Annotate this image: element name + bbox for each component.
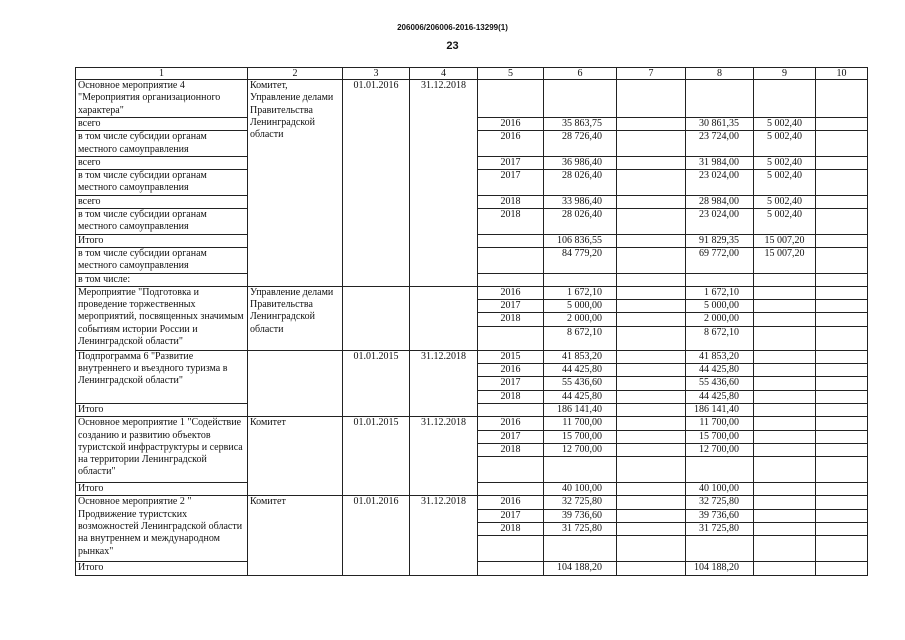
row-label: всего: [76, 156, 248, 169]
value-cell: 8 672,10: [544, 326, 617, 350]
value-cell: 15 007,20: [754, 247, 816, 273]
row-label: в том числе субсидии органам местного самоуправления: [76, 131, 248, 157]
year-cell: 2016: [478, 131, 544, 157]
row-label: Мероприятие "Подготовка и проведение торжественных мероприятий, посвященных значимым событиям истории России и Ленинградской области": [76, 286, 248, 350]
year-cell: 2016: [478, 118, 544, 131]
value-cell: 44 425,80: [544, 364, 617, 377]
row-label: Итого: [76, 234, 248, 247]
responsible-cell: Комитет: [248, 417, 343, 496]
value-cell: 31 725,80: [686, 523, 754, 536]
row-label: всего: [76, 195, 248, 208]
value-cell: 5 002,40: [754, 209, 816, 235]
responsible-cell: Комитет: [248, 496, 343, 575]
col-header: 6: [544, 68, 617, 80]
value-cell: 91 829,35: [686, 234, 754, 247]
end-date: 31.12.2018: [410, 80, 478, 287]
year-cell: 2018: [478, 195, 544, 208]
year-cell: 2017: [478, 430, 544, 443]
value-cell: 55 436,60: [686, 377, 754, 390]
value-cell: 11 700,00: [544, 417, 617, 430]
table-row: [76, 80, 868, 118]
value-cell: 28 026,40: [544, 170, 617, 196]
end-date: 31.12.2018: [410, 350, 478, 416]
year-cell: 2016: [478, 417, 544, 430]
value-cell: 32 725,80: [686, 496, 754, 509]
value-cell: 39 736,60: [686, 509, 754, 522]
value-cell: 31 725,80: [544, 523, 617, 536]
value-cell: 23 724,00: [686, 131, 754, 157]
responsible-cell: Комитет, Управление делами Правительства Ленинградской области: [248, 80, 343, 287]
value-cell: 5 002,40: [754, 118, 816, 131]
value-cell: 31 984,00: [686, 156, 754, 169]
row-label: в том числе субсидии органам местного самоуправления: [76, 209, 248, 235]
value-cell: 15 700,00: [544, 430, 617, 443]
value-cell: 104 188,20: [544, 562, 617, 575]
budget-table-body: [75, 67, 868, 576]
value-cell: 5 002,40: [754, 170, 816, 196]
row-label: в том числе субсидии органам местного самоуправления: [76, 170, 248, 196]
row-label: Итого: [76, 403, 248, 416]
responsible-cell: Управление делами Правительства Ленинградской области: [248, 286, 343, 350]
row-label: Основное мероприятие 2 " Продвижение туристских возможностей Ленинградской области на внутреннем и международном рынках": [76, 496, 248, 562]
year-cell: 2018: [478, 443, 544, 456]
year-cell: 2016: [478, 496, 544, 509]
start-date: 01.01.2015: [343, 417, 410, 496]
row-label: Итого: [76, 483, 248, 496]
col-header: 10: [816, 68, 868, 80]
col-header: 2: [248, 68, 343, 80]
value-cell: 69 772,00: [686, 247, 754, 273]
value-cell: 186 141,40: [544, 403, 617, 416]
year-cell: 2018: [478, 390, 544, 403]
col-header: 9: [754, 68, 816, 80]
value-cell: 5 002,40: [754, 131, 816, 157]
value-cell: 44 425,80: [686, 364, 754, 377]
year-cell: 2017: [478, 170, 544, 196]
value-cell: 186 141,40: [686, 403, 754, 416]
value-cell: 15 700,00: [686, 430, 754, 443]
row-label: Подпрограмма 6 "Развитие внутреннего и въездного туризма в Ленинградской области": [76, 350, 248, 403]
row-label: Основное мероприятие 4 "Мероприятия организационного характера": [76, 80, 248, 118]
start-date: 01.01.2016: [343, 496, 410, 575]
table-row: [76, 417, 868, 430]
value-cell: 35 863,75: [544, 118, 617, 131]
value-cell: 55 436,60: [544, 377, 617, 390]
value-cell: 28 984,00: [686, 195, 754, 208]
value-cell: 1 672,10: [544, 286, 617, 299]
col-header: 3: [343, 68, 410, 80]
col-header: 5: [478, 68, 544, 80]
value-cell: 2 000,00: [686, 313, 754, 326]
value-cell: 1 672,10: [686, 286, 754, 299]
value-cell: 23 024,00: [686, 170, 754, 196]
year-cell: 2016: [478, 286, 544, 299]
value-cell: 12 700,00: [686, 443, 754, 456]
end-date: 31.12.2018: [410, 496, 478, 575]
year-cell: 2017: [478, 300, 544, 313]
value-cell: 28 726,40: [544, 131, 617, 157]
value-cell: 44 425,80: [544, 390, 617, 403]
value-cell: 106 836,55: [544, 234, 617, 247]
row-label: Итого: [76, 562, 248, 575]
value-cell: 5 002,40: [754, 195, 816, 208]
year-cell: 2018: [478, 523, 544, 536]
value-cell: 2 000,00: [544, 313, 617, 326]
document-id: 206006/206006-2016-13299(1): [397, 23, 508, 32]
value-cell: 23 024,00: [686, 209, 754, 235]
year-cell: 2018: [478, 313, 544, 326]
value-cell: 28 026,40: [544, 209, 617, 235]
year-cell: 2018: [478, 209, 544, 235]
end-date: 31.12.2018: [410, 417, 478, 496]
value-cell: 36 986,40: [544, 156, 617, 169]
value-cell: 40 100,00: [686, 483, 754, 496]
page-number: 23: [446, 40, 459, 52]
value-cell: 11 700,00: [686, 417, 754, 430]
value-cell: 12 700,00: [544, 443, 617, 456]
table-row: [76, 350, 868, 363]
year-cell: 2016: [478, 364, 544, 377]
year-cell: 2017: [478, 377, 544, 390]
year-cell: 2017: [478, 509, 544, 522]
row-label: в том числе субсидии органам местного самоуправления: [76, 247, 248, 273]
value-cell: 84 779,20: [544, 247, 617, 273]
value-cell: 44 425,80: [686, 390, 754, 403]
value-cell: 30 861,35: [686, 118, 754, 131]
value-cell: 40 100,00: [544, 483, 617, 496]
value-cell: 39 736,60: [544, 509, 617, 522]
table-row: [76, 286, 868, 299]
value-cell: 41 853,20: [686, 350, 754, 363]
col-header: 8: [686, 68, 754, 80]
row-label: Основное мероприятие 1 "Содействие созданию и развитию объектов туристской инфраструктуры и сервиса на территории Ленинградской области": [76, 417, 248, 483]
value-cell: 5 000,00: [686, 300, 754, 313]
start-date: 01.01.2016: [343, 80, 410, 287]
value-cell: 15 007,20: [754, 234, 816, 247]
value-cell: 41 853,20: [544, 350, 617, 363]
value-cell: 32 725,80: [544, 496, 617, 509]
year-cell: 2017: [478, 156, 544, 169]
year-cell: 2015: [478, 350, 544, 363]
value-cell: 104 188,20: [686, 562, 754, 575]
table-row: [76, 496, 868, 509]
value-cell: 8 672,10: [686, 326, 754, 350]
row-label: всего: [76, 118, 248, 131]
value-cell: 5 002,40: [754, 156, 816, 169]
value-cell: 33 986,40: [544, 195, 617, 208]
row-label: в том числе:: [76, 273, 248, 286]
col-header: 7: [617, 68, 686, 80]
col-header: 4: [410, 68, 478, 80]
start-date: 01.01.2015: [343, 350, 410, 416]
value-cell: 5 000,00: [544, 300, 617, 313]
col-header: 1: [76, 68, 248, 80]
